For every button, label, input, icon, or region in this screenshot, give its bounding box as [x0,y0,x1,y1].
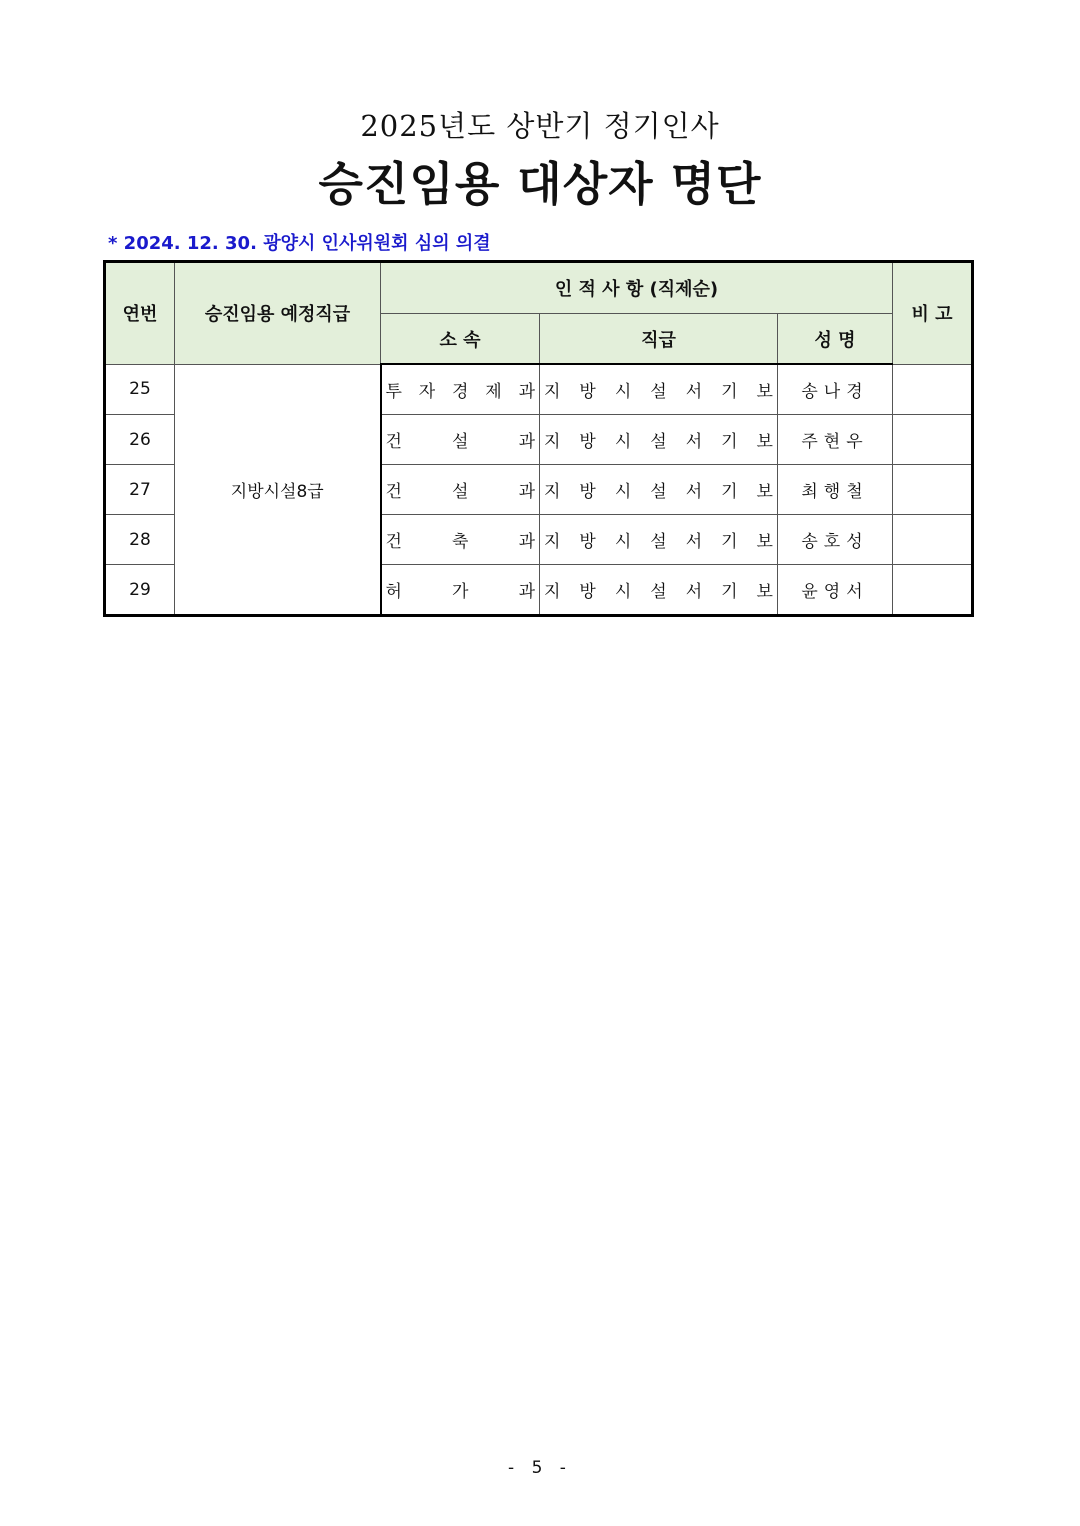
position-char: 시 [614,482,632,502]
department-char: 과 [518,382,535,402]
position-char: 방 [579,482,596,502]
name-cell: 주현우 [778,415,893,465]
position-char: 시 [614,582,632,602]
position-char: 기 [721,432,738,452]
position-char: 방 [579,532,596,552]
name-cell: 윤영서 [778,565,893,616]
position-char: 기 [721,532,738,552]
resolution-note: * 2024. 12. 30. 광양시 인사위원회 심의 의결 [108,233,491,254]
department-char: 과 [518,582,535,602]
position-char: 서 [685,432,703,452]
position-char: 방 [579,582,596,602]
name-cell: 송나경 [778,364,893,415]
position-cell [540,364,778,415]
row-number: 28 [105,515,175,565]
position-char: 방 [579,432,596,452]
page-number: - 5 - [508,1458,572,1478]
document-title: 2025년도 상반기 정기인사 [360,109,720,143]
position-char: 보 [756,532,773,552]
document-subtitle: 승진임용 대상자 명단 [318,157,762,211]
row-number: 27 [105,465,175,515]
position-cell [540,515,778,565]
header-position: 직급 [540,314,778,365]
position-char: 설 [650,432,667,452]
position-char: 지 [544,532,561,552]
position-char: 기 [721,382,738,402]
header-remarks: 비 고 [893,262,973,365]
position-cell [540,415,778,465]
row-number: 25 [105,364,175,415]
remark-cell [893,415,973,465]
department-char: 경 [452,382,469,402]
target-grade-cell: 지방시설8급 [175,364,381,616]
position-char: 설 [650,532,667,552]
header-target-grade: 승진임용 예정직급 [175,262,381,365]
department-char: 축 [452,532,469,552]
department-char: 과 [518,432,535,452]
position-char: 시 [614,432,632,452]
department-cell [381,415,540,465]
position-char: 설 [650,382,667,402]
department-char: 허 [385,582,402,602]
department-cell [381,515,540,565]
position-char: 지 [544,582,561,602]
promotion-table [103,260,974,617]
position-char: 시 [614,382,632,402]
position-char: 설 [650,482,667,502]
position-char: 서 [685,532,703,552]
name-cell: 송호성 [778,515,893,565]
position-cell [540,565,778,616]
department-char: 과 [518,482,535,502]
position-char: 설 [650,582,667,602]
header-department: 소 속 [381,314,540,365]
row-number: 29 [105,565,175,616]
header-personnel: 인 적 사 항 (직제순) [381,262,893,314]
position-char: 서 [685,482,703,502]
department-cell [381,364,540,415]
remark-cell [893,565,973,616]
department-char: 설 [452,482,469,502]
position-char: 지 [544,482,561,502]
department-char: 건 [385,532,402,552]
department-char: 투 [385,382,402,402]
department-char: 건 [385,482,402,502]
department-cell [381,565,540,616]
department-char: 설 [452,432,469,452]
header-no: 연번 [105,262,175,365]
header-name: 성 명 [778,314,893,365]
department-cell [381,465,540,515]
remark-cell [893,364,973,415]
department-char: 제 [485,382,502,402]
position-char: 보 [756,482,773,502]
department-char: 건 [385,432,402,452]
position-char: 서 [685,582,703,602]
row-number: 26 [105,415,175,465]
position-char: 보 [756,582,773,602]
department-char: 자 [418,382,436,402]
position-char: 기 [721,582,738,602]
name-cell: 최행철 [778,465,893,515]
position-cell [540,465,778,515]
department-char: 과 [518,532,535,552]
table-row [105,364,973,415]
position-char: 보 [756,382,773,402]
remark-cell [893,515,973,565]
position-char: 방 [579,382,596,402]
position-char: 서 [685,382,703,402]
department-char: 가 [452,582,469,602]
remark-cell [893,465,973,515]
header-row-1 [105,262,973,314]
position-char: 지 [544,432,561,452]
position-char: 시 [614,532,632,552]
position-char: 지 [544,382,561,402]
position-char: 보 [756,432,773,452]
position-char: 기 [721,482,738,502]
